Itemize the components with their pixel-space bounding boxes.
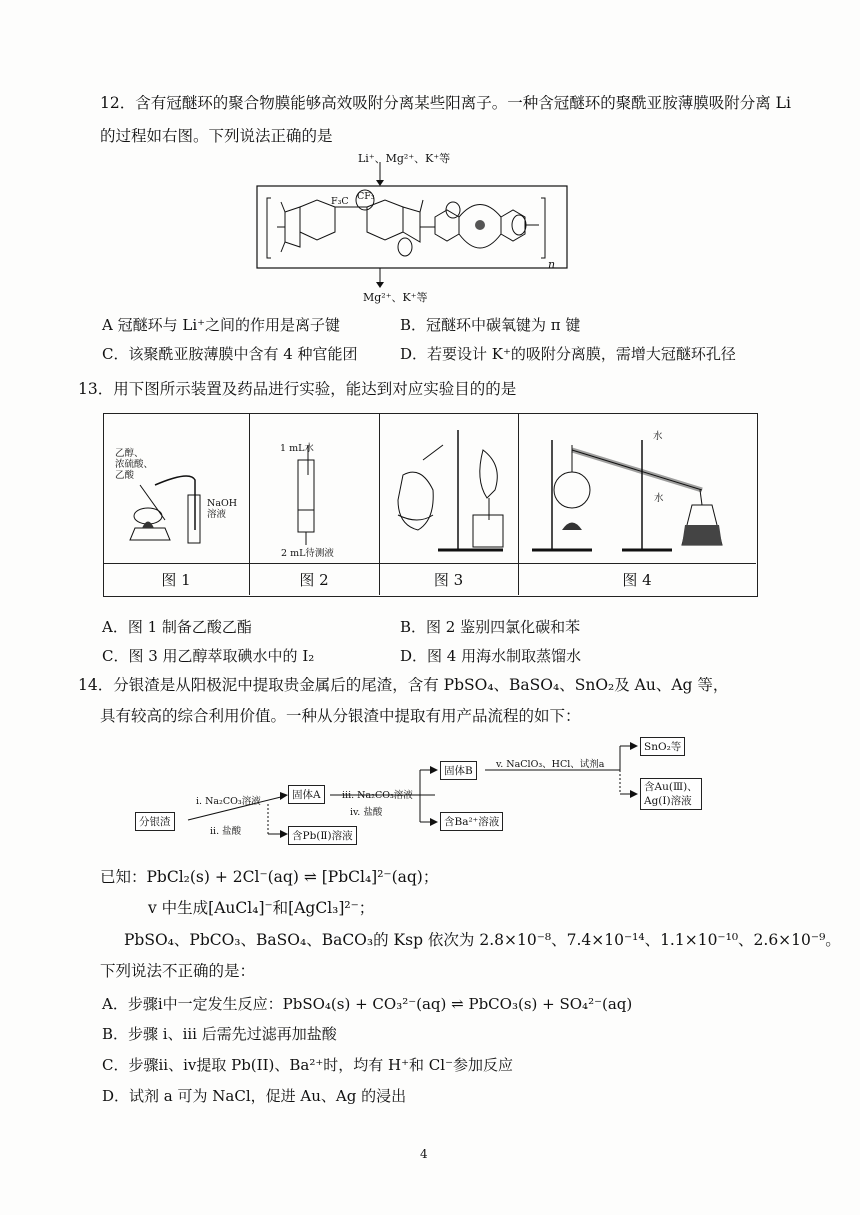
polyimide-structure — [255, 162, 585, 292]
fig4-apparatus — [522, 420, 752, 560]
fig2-apparatus — [280, 440, 340, 550]
fig1-reagents: 乙醇、 浓硫酸、 乙酸 — [115, 448, 154, 481]
fig3-apparatus — [383, 420, 516, 560]
q14-known3: PbSO₄、PbCO₃、BaSO₄、BaCO₃的 Ksp 依次为 2.8×10⁻⁸、7.4×10⁻¹⁴、1.1×10⁻¹⁰、2.6×10⁻⁹。 — [124, 931, 841, 949]
q13-option-d[interactable]: D．图 4 用海水制取蒸馏水 — [400, 647, 582, 665]
flow-step5: v. NaClO₃、HCl、试剂a — [496, 759, 605, 770]
fig4-water-top: 水 — [653, 431, 663, 442]
fig2-top-label: 1 mL水 — [280, 443, 314, 454]
flow-step1b: ii. 盐酸 — [210, 826, 242, 837]
q12-option-a[interactable]: A 冠醚环与 Li⁺之间的作用是离子键 — [102, 316, 341, 334]
flow-step3b: iv. 盐酸 — [350, 807, 383, 818]
q12-stem-line2: 的过程如右图。下列说法正确的是 — [100, 127, 333, 145]
caption-fig4: 图 4 — [622, 571, 652, 589]
fig2-bottom-label: 2 mL待测液 — [281, 548, 334, 559]
fig1-apparatus — [110, 420, 245, 560]
flow-step1a: i. Na₂CO₃溶液 — [196, 796, 261, 807]
q14-option-c[interactable]: C．步骤ii、iv提取 Pb(II)、Ba²⁺时，均有 H⁺和 Cl⁻参加反应 — [102, 1056, 513, 1074]
q14-option-d[interactable]: D．试剂 a 可为 NaCl，促进 Au、Ag 的浸出 — [102, 1087, 407, 1105]
q13-option-c[interactable]: C．图 3 用乙醇萃取碘水中的 I₂ — [102, 647, 315, 665]
q14-option-a[interactable]: A．步骤i中一定发生反应：PbSO₄(s) + CO₃²⁻(aq) ⇌ PbCO₃(s) + SO₄²⁻(aq) — [102, 995, 633, 1013]
flow-ba-solution: 含Ba²⁺溶液 — [440, 812, 503, 831]
q12-stem-line1: 12．含有冠醚环的聚合物膜能够高效吸附分离某些阳离子。一种含冠醚环的聚酰亚胺薄膜吸附分离 Li — [100, 94, 791, 112]
n-label: n — [548, 258, 556, 271]
caption-fig1: 图 1 — [161, 571, 191, 589]
q14-stem-line2: 具有较高的综合利用价值。一种从分银渣中提取有用产品流程的如下： — [100, 707, 581, 725]
fig4-water-side: 水 — [654, 493, 664, 504]
q13-stem: 13．用下图所示装置及药品进行实验，能达到对应实验目的的是 — [78, 380, 517, 398]
q12-option-d[interactable]: D．若要设计 K⁺的吸附分离膜，需增大冠醚环孔径 — [400, 345, 736, 363]
flow-solid-b: 固体B — [440, 761, 477, 780]
flow-sno2: SnO₂等 — [640, 737, 685, 756]
q12-option-b[interactable]: B．冠醚环中碳氧键为 π 键 — [400, 316, 581, 334]
q13-option-b[interactable]: B．图 2 鉴别四氯化碳和苯 — [400, 618, 581, 636]
q14-stem-line1: 14．分银渣是从阳极泥中提取贵金属后的尾渣，含有 PbSO₄、BaSO₄、SnO₂及 Au、Ag 等， — [78, 676, 729, 694]
q13-option-a[interactable]: A．图 1 制备乙酸乙酯 — [102, 618, 252, 636]
caption-fig3: 图 3 — [433, 571, 464, 589]
q14-known2: v 中生成[AuCl₄]⁻和[AgCl₃]²⁻； — [148, 899, 375, 917]
flow-step3a: iii. Na₂CO₃溶液 — [342, 790, 413, 801]
flow-pb-solution: 含Pb(Ⅱ)溶液 — [288, 826, 357, 845]
fig1-naoh-label: NaOH 溶液 — [207, 498, 238, 520]
cf3-label: CF₃ — [357, 191, 375, 202]
q14-known1: 已知：PbCl₂(s) + 2Cl⁻(aq) ⇌ [PbCl₄]²⁻(aq)； — [100, 868, 439, 886]
q12-bottom-label: Mg²⁺、K⁺等 — [363, 291, 428, 304]
flow-au-ag: 含Au(Ⅲ)、 Ag(Ⅰ)溶液 — [640, 778, 702, 810]
caption-fig2: 图 2 — [299, 571, 329, 589]
q14-option-b[interactable]: B．步骤 i、iii 后需先过滤再加盐酸 — [102, 1025, 337, 1043]
page-number: 4 — [420, 1147, 428, 1161]
q14-ask: 下列说法不正确的是： — [100, 962, 256, 980]
flow-solid-a: 固体A — [288, 785, 325, 804]
q12-top-label: Li⁺、Mg²⁺、K⁺等 — [358, 152, 451, 165]
flow-start: 分银渣 — [135, 812, 175, 831]
f3c-label: F₃C — [331, 196, 349, 207]
q12-option-c[interactable]: C．该聚酰亚胺薄膜中含有 4 种官能团 — [102, 345, 358, 363]
